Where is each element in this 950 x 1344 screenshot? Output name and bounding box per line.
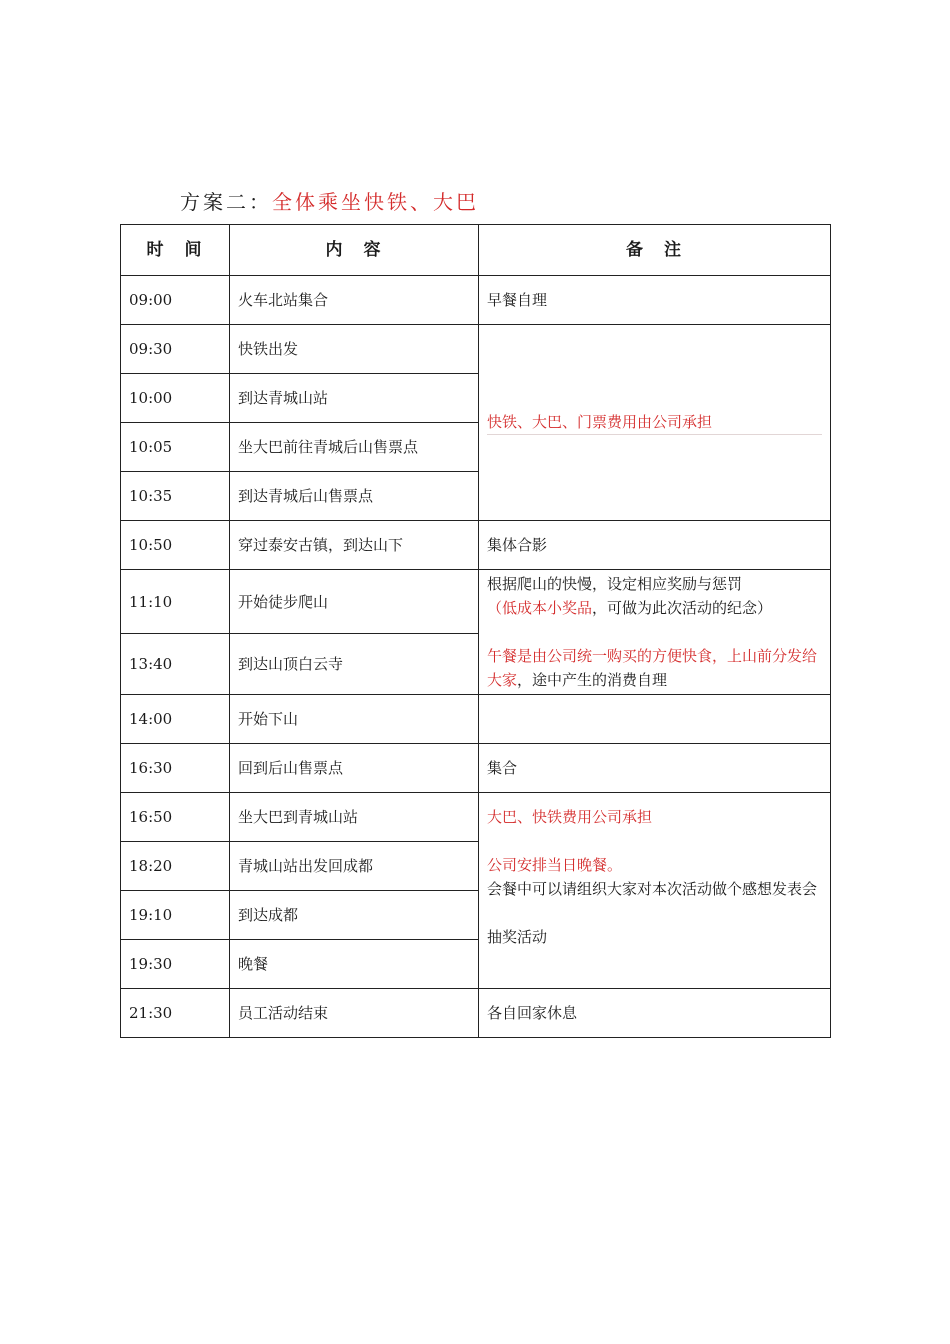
schedule-table: [120, 224, 831, 1038]
table-row: [121, 793, 831, 842]
note-transport-fees: 大巴、快铁费用公司承担: [487, 808, 653, 826]
note-prize-red: 低成本小奖品: [502, 599, 593, 617]
content-cell: 开始下山: [230, 695, 479, 744]
content-cell: 坐大巴到青城山站: [230, 793, 479, 842]
time-cell: 13:40: [121, 634, 230, 695]
table-row: [121, 521, 831, 570]
note-cell: [479, 695, 831, 744]
note-feedback: 会餐中可以请组织大家对本次活动做个感想发表会: [487, 880, 818, 898]
time-cell: 21:30: [121, 989, 230, 1038]
content-cell: 回到后山售票点: [230, 744, 479, 793]
content-cell: 到达成都: [230, 891, 479, 940]
table-row: [121, 695, 831, 744]
note-cell: [479, 325, 831, 521]
note-cell: 集体合影: [479, 521, 831, 570]
time-cell: 11:10: [121, 570, 230, 634]
note-lunch: 午餐是由公司统一购买的方便快食，上山前分发给大家，途中产生的消费自理: [487, 647, 818, 689]
table-header-row: [121, 225, 831, 276]
note-cell: [479, 570, 831, 695]
time-cell: 19:10: [121, 891, 230, 940]
note-cell: [479, 793, 831, 989]
content-cell: 员工活动结束: [230, 989, 479, 1038]
content-cell: 到达山顶白云寺: [230, 634, 479, 695]
table-row: [121, 570, 831, 634]
header-time: 时 间: [121, 225, 230, 276]
content-cell: 开始徒步爬山: [230, 570, 479, 634]
table-row: [121, 276, 831, 325]
time-cell: 19:30: [121, 940, 230, 989]
content-cell: 坐大巴前往青城后山售票点: [230, 423, 479, 472]
note-cell: 早餐自理: [479, 276, 831, 325]
content-cell: 穿过泰安古镇，到达山下: [230, 521, 479, 570]
note-fees: 快铁、大巴、门票费用由公司承担: [487, 410, 822, 435]
table-row: [121, 989, 831, 1038]
note-prize-line: （低成本小奖品，可做为此次活动的纪念）: [487, 599, 773, 617]
time-cell: 10:35: [121, 472, 230, 521]
time-cell: 10:00: [121, 374, 230, 423]
time-cell: 10:05: [121, 423, 230, 472]
table-row: [121, 744, 831, 793]
content-cell: 青城山站出发回成都: [230, 842, 479, 891]
time-cell: 09:30: [121, 325, 230, 374]
content-cell: 到达青城后山售票点: [230, 472, 479, 521]
heading-prefix: 方案二：: [180, 190, 272, 214]
page-heading: [180, 186, 479, 215]
time-cell: 16:30: [121, 744, 230, 793]
note-dinner: 公司安排当日晚餐。: [487, 856, 623, 874]
content-cell: 快铁出发: [230, 325, 479, 374]
note-cell: 各自回家休息: [479, 989, 831, 1038]
time-cell: 16:50: [121, 793, 230, 842]
time-cell: 10:50: [121, 521, 230, 570]
note-cell: 集合: [479, 744, 831, 793]
heading-title: 全体乘坐快铁、大巴: [272, 190, 479, 214]
note-lottery: 抽奖活动: [487, 928, 548, 946]
content-cell: 火车北站集合: [230, 276, 479, 325]
content-cell: 到达青城山站: [230, 374, 479, 423]
table-row: [121, 325, 831, 374]
content-cell: 晚餐: [230, 940, 479, 989]
note-reward-line: 根据爬山的快慢，设定相应奖励与惩罚: [487, 575, 743, 593]
time-cell: 09:00: [121, 276, 230, 325]
time-cell: 14:00: [121, 695, 230, 744]
time-cell: 18:20: [121, 842, 230, 891]
header-content: 内 容: [230, 225, 479, 276]
header-note: 备 注: [479, 225, 831, 276]
